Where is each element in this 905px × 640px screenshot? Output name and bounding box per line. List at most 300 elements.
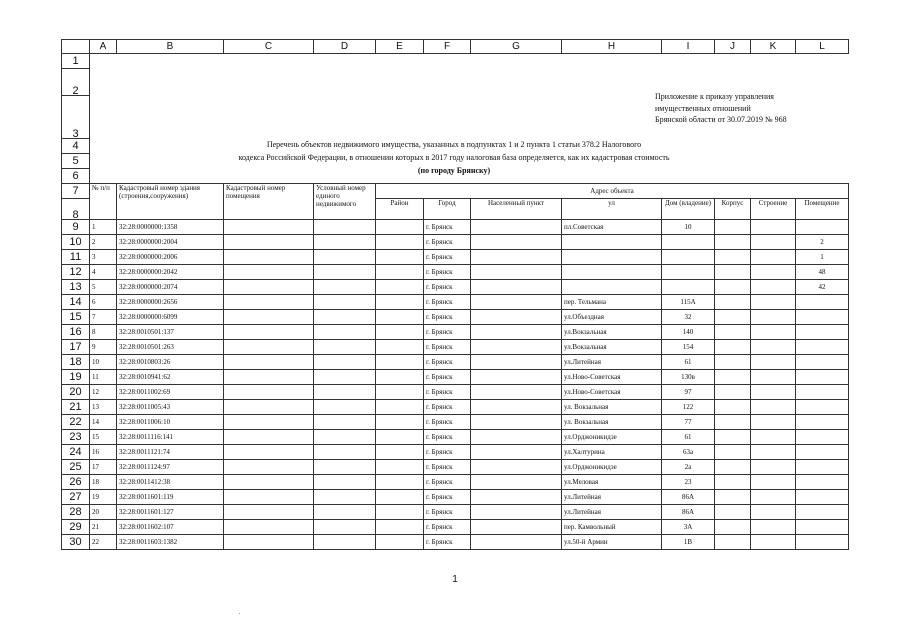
cell-street[interactable]: ул. Вокзальная — [562, 400, 662, 415]
cell-house[interactable]: 61 — [662, 355, 715, 370]
row-header[interactable]: 4 — [62, 139, 90, 154]
cell-room[interactable] — [796, 490, 849, 505]
cell-district[interactable] — [376, 535, 424, 550]
cell-locality[interactable] — [471, 475, 562, 490]
cell-building-part[interactable] — [751, 280, 796, 295]
cell-building-cad[interactable]: 32:28:0010941:62 — [117, 370, 224, 385]
cell-building-part[interactable] — [751, 265, 796, 280]
cell-conditional-number[interactable] — [314, 370, 376, 385]
cell-street[interactable] — [562, 280, 662, 295]
cell-street[interactable]: ул.Орджоникидзе — [562, 460, 662, 475]
cell-district[interactable] — [376, 475, 424, 490]
row-header[interactable]: 14 — [62, 295, 90, 310]
cell-korpus[interactable] — [715, 265, 751, 280]
cell-house[interactable] — [662, 265, 715, 280]
row-header[interactable]: 16 — [62, 325, 90, 340]
cell-korpus[interactable] — [715, 250, 751, 265]
cell-district[interactable] — [376, 310, 424, 325]
cell-building-part[interactable] — [751, 235, 796, 250]
column-header-a[interactable]: A — [90, 40, 117, 54]
row-header[interactable]: 10 — [62, 235, 90, 250]
cell-num[interactable]: 15 — [90, 430, 117, 445]
cell-building-cad[interactable]: 32:28:0011121:74 — [117, 445, 224, 460]
cell-building-cad[interactable]: 32:28:0011002:69 — [117, 385, 224, 400]
cell-district[interactable] — [376, 280, 424, 295]
cell-room[interactable] — [796, 445, 849, 460]
cell-building-cad[interactable]: 32:28:0011601:119 — [117, 490, 224, 505]
cell-num[interactable]: 14 — [90, 415, 117, 430]
cell-premise-cad[interactable] — [224, 460, 314, 475]
cell-building-cad[interactable]: 32:28:0000000:2006 — [117, 250, 224, 265]
cell-korpus[interactable] — [715, 460, 751, 475]
cell-city[interactable]: г. Брянск — [424, 520, 471, 535]
cell-premise-cad[interactable] — [224, 475, 314, 490]
cell-building-part[interactable] — [751, 505, 796, 520]
cell-num[interactable]: 22 — [90, 535, 117, 550]
column-header-i[interactable]: I — [662, 40, 715, 54]
row-header[interactable]: 22 — [62, 415, 90, 430]
cell-city[interactable]: г. Брянск — [424, 475, 471, 490]
column-header-c[interactable]: C — [224, 40, 314, 54]
cell-district[interactable] — [376, 265, 424, 280]
cell-street[interactable]: ул.Литейная — [562, 490, 662, 505]
cell-house[interactable] — [662, 250, 715, 265]
row-header[interactable]: 1 — [62, 54, 90, 69]
cell-num[interactable]: 6 — [90, 295, 117, 310]
cell-korpus[interactable] — [715, 370, 751, 385]
cell-house[interactable]: 86А — [662, 490, 715, 505]
row-header[interactable]: 11 — [62, 250, 90, 265]
cell-num[interactable]: 5 — [90, 280, 117, 295]
cell-house[interactable]: 140 — [662, 325, 715, 340]
cell-house[interactable]: 115А — [662, 295, 715, 310]
row-header[interactable]: 13 — [62, 280, 90, 295]
cell-korpus[interactable] — [715, 310, 751, 325]
cell-city[interactable]: г. Брянск — [424, 340, 471, 355]
cell-building-part[interactable] — [751, 520, 796, 535]
row-header[interactable]: 26 — [62, 475, 90, 490]
cell-city[interactable]: г. Брянск — [424, 415, 471, 430]
cell-city[interactable]: г. Брянск — [424, 400, 471, 415]
cell-house[interactable]: 3А — [662, 520, 715, 535]
cell-street[interactable]: ул.Объездная — [562, 310, 662, 325]
cell-num[interactable]: 9 — [90, 340, 117, 355]
cell-room[interactable] — [796, 505, 849, 520]
cell-premise-cad[interactable] — [224, 235, 314, 250]
column-header-d[interactable]: D — [314, 40, 376, 54]
cell-street[interactable]: пл.Советская — [562, 220, 662, 235]
cell-num[interactable]: 8 — [90, 325, 117, 340]
cell-locality[interactable] — [471, 505, 562, 520]
column-header-g[interactable]: G — [471, 40, 562, 54]
row-header[interactable]: 21 — [62, 400, 90, 415]
cell-district[interactable] — [376, 505, 424, 520]
cell-korpus[interactable] — [715, 520, 751, 535]
cell-city[interactable]: г. Брянск — [424, 235, 471, 250]
cell-num[interactable]: 21 — [90, 520, 117, 535]
cell-premise-cad[interactable] — [224, 295, 314, 310]
cell-building-part[interactable] — [751, 295, 796, 310]
cell-room[interactable] — [796, 325, 849, 340]
cell-conditional-number[interactable] — [314, 280, 376, 295]
cell-conditional-number[interactable] — [314, 265, 376, 280]
cell-locality[interactable] — [471, 520, 562, 535]
row-header[interactable]: 29 — [62, 520, 90, 535]
cell-locality[interactable] — [471, 295, 562, 310]
cell-house[interactable]: 23 — [662, 475, 715, 490]
row-header[interactable]: 6 — [62, 169, 90, 184]
cell-building-cad[interactable]: 32:28:0010803:26 — [117, 355, 224, 370]
column-header-e[interactable]: E — [376, 40, 424, 54]
cell-city[interactable]: г. Брянск — [424, 505, 471, 520]
cell-district[interactable] — [376, 295, 424, 310]
cell-conditional-number[interactable] — [314, 295, 376, 310]
cell-district[interactable] — [376, 370, 424, 385]
cell-premise-cad[interactable] — [224, 445, 314, 460]
row-header[interactable]: 5 — [62, 154, 90, 169]
cell-district[interactable] — [376, 415, 424, 430]
cell-room[interactable] — [796, 430, 849, 445]
cell-building-cad[interactable]: 32:28:0000000:2004 — [117, 235, 224, 250]
cell-city[interactable]: г. Брянск — [424, 445, 471, 460]
cell-room[interactable] — [796, 385, 849, 400]
cell-house[interactable]: 130в — [662, 370, 715, 385]
column-header-h[interactable]: H — [562, 40, 662, 54]
row-header[interactable]: 12 — [62, 265, 90, 280]
cell-city[interactable]: г. Брянск — [424, 535, 471, 550]
column-header-j[interactable]: J — [715, 40, 751, 54]
cell-room[interactable] — [796, 520, 849, 535]
cell-num[interactable]: 3 — [90, 250, 117, 265]
cell-conditional-number[interactable] — [314, 340, 376, 355]
cell-district[interactable] — [376, 430, 424, 445]
cell-room[interactable]: 2 — [796, 235, 849, 250]
cell-district[interactable] — [376, 520, 424, 535]
cell-street[interactable]: ул.Ново-Советская — [562, 385, 662, 400]
cell-locality[interactable] — [471, 430, 562, 445]
row-header[interactable]: 7 — [62, 184, 90, 199]
cell-room[interactable] — [796, 355, 849, 370]
cell-locality[interactable] — [471, 265, 562, 280]
cell-room[interactable] — [796, 475, 849, 490]
cell-building-cad[interactable]: 32:28:0011601:127 — [117, 505, 224, 520]
cell-locality[interactable] — [471, 445, 562, 460]
cell-conditional-number[interactable] — [314, 325, 376, 340]
cell-building-cad[interactable]: 32:28:0011603:1382 — [117, 535, 224, 550]
cell-num[interactable]: 10 — [90, 355, 117, 370]
cell-room[interactable]: 1 — [796, 250, 849, 265]
cell-house[interactable]: 122 — [662, 400, 715, 415]
cell-district[interactable] — [376, 400, 424, 415]
cell-korpus[interactable] — [715, 385, 751, 400]
cell-street[interactable] — [562, 235, 662, 250]
row-header[interactable]: 9 — [62, 220, 90, 235]
cell-locality[interactable] — [471, 535, 562, 550]
cell-locality[interactable] — [471, 355, 562, 370]
cell-num[interactable]: 1 — [90, 220, 117, 235]
cell-city[interactable]: г. Брянск — [424, 460, 471, 475]
cell-premise-cad[interactable] — [224, 340, 314, 355]
cell-num[interactable]: 7 — [90, 310, 117, 325]
cell-building-part[interactable] — [751, 445, 796, 460]
cell-premise-cad[interactable] — [224, 520, 314, 535]
cell-district[interactable] — [376, 385, 424, 400]
cell-room[interactable] — [796, 340, 849, 355]
cell-building-cad[interactable]: 32:28:0010501:263 — [117, 340, 224, 355]
cell-building-part[interactable] — [751, 325, 796, 340]
cell-building-part[interactable] — [751, 535, 796, 550]
cell-district[interactable] — [376, 490, 424, 505]
cell-building-cad[interactable]: 32:28:0010501:137 — [117, 325, 224, 340]
cell-korpus[interactable] — [715, 325, 751, 340]
row-header[interactable]: 2 — [62, 69, 90, 96]
cell-premise-cad[interactable] — [224, 280, 314, 295]
cell-premise-cad[interactable] — [224, 250, 314, 265]
cell-locality[interactable] — [471, 460, 562, 475]
cell-premise-cad[interactable] — [224, 265, 314, 280]
cell-house[interactable]: 1В — [662, 535, 715, 550]
cell-korpus[interactable] — [715, 475, 751, 490]
cell-room[interactable] — [796, 460, 849, 475]
row-header[interactable]: 17 — [62, 340, 90, 355]
cell-num[interactable]: 20 — [90, 505, 117, 520]
cell-korpus[interactable] — [715, 490, 751, 505]
cell-locality[interactable] — [471, 235, 562, 250]
cell-room[interactable]: 48 — [796, 265, 849, 280]
cell-building-part[interactable] — [751, 370, 796, 385]
cell-conditional-number[interactable] — [314, 520, 376, 535]
cell-street[interactable]: ул.Литейная — [562, 355, 662, 370]
column-header-l[interactable]: L — [796, 40, 849, 54]
cell-num[interactable]: 17 — [90, 460, 117, 475]
cell-house[interactable]: 86А — [662, 505, 715, 520]
cell-building-part[interactable] — [751, 460, 796, 475]
cell-conditional-number[interactable] — [314, 235, 376, 250]
select-all-corner[interactable] — [62, 40, 90, 54]
cell-premise-cad[interactable] — [224, 490, 314, 505]
column-header-b[interactable]: B — [117, 40, 224, 54]
cell-district[interactable] — [376, 220, 424, 235]
cell-city[interactable]: г. Брянск — [424, 280, 471, 295]
row-header[interactable]: 27 — [62, 490, 90, 505]
cell-conditional-number[interactable] — [314, 220, 376, 235]
cell-premise-cad[interactable] — [224, 325, 314, 340]
cell-building-part[interactable] — [751, 490, 796, 505]
cell-locality[interactable] — [471, 400, 562, 415]
cell-locality[interactable] — [471, 370, 562, 385]
cell-building-part[interactable] — [751, 475, 796, 490]
cell-street[interactable]: ул.Орджоникидзе — [562, 430, 662, 445]
row-header[interactable]: 20 — [62, 385, 90, 400]
row-header[interactable]: 15 — [62, 310, 90, 325]
cell-conditional-number[interactable] — [314, 460, 376, 475]
cell-house[interactable] — [662, 280, 715, 295]
cell-korpus[interactable] — [715, 220, 751, 235]
cell-num[interactable]: 19 — [90, 490, 117, 505]
row-header[interactable]: 30 — [62, 535, 90, 550]
cell-korpus[interactable] — [715, 235, 751, 250]
row-header[interactable]: 25 — [62, 460, 90, 475]
cell-building-part[interactable] — [751, 310, 796, 325]
cell-building-cad[interactable]: 32:28:0011006:10 — [117, 415, 224, 430]
cell-conditional-number[interactable] — [314, 505, 376, 520]
cell-street[interactable]: ул.Ново-Советская — [562, 370, 662, 385]
cell-conditional-number[interactable] — [314, 355, 376, 370]
cell-street[interactable] — [562, 265, 662, 280]
cell-locality[interactable] — [471, 220, 562, 235]
cell-room[interactable] — [796, 220, 849, 235]
cell-building-cad[interactable]: 32:28:0000000:6099 — [117, 310, 224, 325]
cell-district[interactable] — [376, 445, 424, 460]
cell-building-part[interactable] — [751, 430, 796, 445]
cell-house[interactable] — [662, 235, 715, 250]
cell-premise-cad[interactable] — [224, 385, 314, 400]
cell-building-cad[interactable]: 32:28:0000000:2656 — [117, 295, 224, 310]
cell-premise-cad[interactable] — [224, 400, 314, 415]
cell-city[interactable]: г. Брянск — [424, 220, 471, 235]
cell-locality[interactable] — [471, 385, 562, 400]
cell-num[interactable]: 13 — [90, 400, 117, 415]
cell-locality[interactable] — [471, 340, 562, 355]
cell-district[interactable] — [376, 460, 424, 475]
cell-house[interactable]: 63а — [662, 445, 715, 460]
cell-street[interactable]: ул.Халтурина — [562, 445, 662, 460]
cell-street[interactable] — [562, 250, 662, 265]
cell-locality[interactable] — [471, 250, 562, 265]
row-header[interactable]: 24 — [62, 445, 90, 460]
cell-korpus[interactable] — [715, 415, 751, 430]
cell-city[interactable]: г. Брянск — [424, 430, 471, 445]
cell-building-cad[interactable]: 32:28:0000000:2074 — [117, 280, 224, 295]
cell-locality[interactable] — [471, 280, 562, 295]
cell-conditional-number[interactable] — [314, 310, 376, 325]
cell-num[interactable]: 11 — [90, 370, 117, 385]
cell-conditional-number[interactable] — [314, 490, 376, 505]
cell-building-part[interactable] — [751, 415, 796, 430]
cell-korpus[interactable] — [715, 295, 751, 310]
cell-conditional-number[interactable] — [314, 400, 376, 415]
cell-city[interactable]: г. Брянск — [424, 370, 471, 385]
cell-building-cad[interactable]: 32:28:0000000:1358 — [117, 220, 224, 235]
cell-house[interactable]: 77 — [662, 415, 715, 430]
cell-locality[interactable] — [471, 490, 562, 505]
cell-building-part[interactable] — [751, 340, 796, 355]
cell-street[interactable]: ул.Меловая — [562, 475, 662, 490]
cell-building-part[interactable] — [751, 220, 796, 235]
cell-num[interactable]: 2 — [90, 235, 117, 250]
cell-room[interactable] — [796, 295, 849, 310]
cell-house[interactable]: 2а — [662, 460, 715, 475]
cell-street[interactable]: пер. Тельмана — [562, 295, 662, 310]
row-header[interactable]: 3 — [62, 96, 90, 139]
cell-building-cad[interactable]: 32:28:0000000:2042 — [117, 265, 224, 280]
cell-street[interactable]: ул.Вокзальная — [562, 325, 662, 340]
cell-house[interactable]: 97 — [662, 385, 715, 400]
row-header[interactable]: 28 — [62, 505, 90, 520]
cell-building-cad[interactable]: 32:28:0011412:38 — [117, 475, 224, 490]
cell-room[interactable] — [796, 400, 849, 415]
cell-korpus[interactable] — [715, 340, 751, 355]
cell-korpus[interactable] — [715, 280, 751, 295]
cell-conditional-number[interactable] — [314, 475, 376, 490]
cell-conditional-number[interactable] — [314, 445, 376, 460]
cell-house[interactable]: 32 — [662, 310, 715, 325]
cell-premise-cad[interactable] — [224, 535, 314, 550]
cell-room[interactable] — [796, 310, 849, 325]
cell-city[interactable]: г. Брянск — [424, 250, 471, 265]
row-header[interactable]: 19 — [62, 370, 90, 385]
cell-korpus[interactable] — [715, 505, 751, 520]
cell-room[interactable] — [796, 370, 849, 385]
cell-premise-cad[interactable] — [224, 430, 314, 445]
cell-building-part[interactable] — [751, 385, 796, 400]
row-header[interactable]: 23 — [62, 430, 90, 445]
cell-korpus[interactable] — [715, 535, 751, 550]
cell-building-part[interactable] — [751, 250, 796, 265]
cell-premise-cad[interactable] — [224, 370, 314, 385]
cell-district[interactable] — [376, 355, 424, 370]
cell-city[interactable]: г. Брянск — [424, 295, 471, 310]
cell-city[interactable]: г. Брянск — [424, 385, 471, 400]
cell-premise-cad[interactable] — [224, 415, 314, 430]
cell-conditional-number[interactable] — [314, 385, 376, 400]
cell-korpus[interactable] — [715, 430, 751, 445]
cell-city[interactable]: г. Брянск — [424, 355, 471, 370]
row-header[interactable]: 18 — [62, 355, 90, 370]
cell-premise-cad[interactable] — [224, 355, 314, 370]
cell-premise-cad[interactable] — [224, 220, 314, 235]
cell-street[interactable]: ул.50-й Армии — [562, 535, 662, 550]
cell-num[interactable]: 12 — [90, 385, 117, 400]
cell-building-part[interactable] — [751, 400, 796, 415]
cell-building-part[interactable] — [751, 355, 796, 370]
cell-city[interactable]: г. Брянск — [424, 265, 471, 280]
cell-district[interactable] — [376, 250, 424, 265]
cell-num[interactable]: 18 — [90, 475, 117, 490]
cell-building-cad[interactable]: 32:28:0011124:97 — [117, 460, 224, 475]
cell-korpus[interactable] — [715, 400, 751, 415]
cell-district[interactable] — [376, 325, 424, 340]
row-header[interactable]: 8 — [62, 199, 90, 220]
cell-house[interactable]: 61 — [662, 430, 715, 445]
cell-city[interactable]: г. Брянск — [424, 490, 471, 505]
cell-street[interactable]: пер. Камвольный — [562, 520, 662, 535]
cell-num[interactable]: 4 — [90, 265, 117, 280]
cell-conditional-number[interactable] — [314, 430, 376, 445]
cell-premise-cad[interactable] — [224, 310, 314, 325]
cell-num[interactable]: 16 — [90, 445, 117, 460]
column-header-k[interactable]: K — [751, 40, 796, 54]
cell-locality[interactable] — [471, 310, 562, 325]
cell-korpus[interactable] — [715, 445, 751, 460]
cell-conditional-number[interactable] — [314, 415, 376, 430]
cell-conditional-number[interactable] — [314, 535, 376, 550]
cell-room[interactable] — [796, 535, 849, 550]
cell-street[interactable]: ул. Вокзальная — [562, 415, 662, 430]
cell-city[interactable]: г. Брянск — [424, 310, 471, 325]
cell-locality[interactable] — [471, 325, 562, 340]
cell-room[interactable]: 42 — [796, 280, 849, 295]
cell-building-cad[interactable]: 32:28:0011602:107 — [117, 520, 224, 535]
column-header-f[interactable]: F — [424, 40, 471, 54]
cell-locality[interactable] — [471, 415, 562, 430]
cell-room[interactable] — [796, 415, 849, 430]
cell-street[interactable]: ул.Вокзальная — [562, 340, 662, 355]
cell-house[interactable]: 10 — [662, 220, 715, 235]
cell-conditional-number[interactable] — [314, 250, 376, 265]
cell-city[interactable]: г. Брянск — [424, 325, 471, 340]
cell-house[interactable]: 154 — [662, 340, 715, 355]
